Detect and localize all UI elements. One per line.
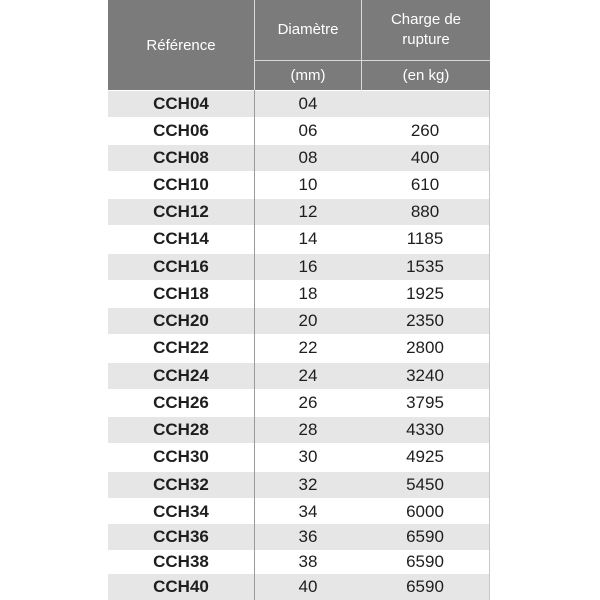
table-row: [108, 254, 490, 280]
table-row: [108, 444, 490, 470]
table-row: [108, 549, 490, 575]
cell-reference: CCH40: [153, 577, 209, 596]
cell-diametre: 06: [298, 121, 318, 140]
header-charge: [362, 0, 490, 60]
cell-diametre: 24: [298, 366, 318, 385]
cell-diametre: 30: [298, 447, 318, 466]
header-diametre: Diamètre: [277, 21, 339, 38]
table-row: [108, 335, 490, 361]
cell-reference: CCH14: [153, 229, 209, 248]
table-header: [108, 0, 490, 90]
cell-reference: CCH16: [153, 257, 209, 276]
cell-reference: CCH28: [153, 420, 209, 439]
table-row: [108, 145, 490, 171]
table-row: [108, 574, 490, 600]
table-row: [108, 499, 490, 525]
cell-diametre: 18: [298, 284, 318, 303]
table-row: [108, 199, 490, 225]
cell-charge: 610: [410, 175, 440, 194]
cell-reference: CCH12: [153, 202, 209, 221]
table-row: [108, 524, 490, 550]
cell-charge: 1925: [406, 284, 444, 303]
header-charge-line1: Charge de: [390, 11, 462, 28]
cell-charge: 6590: [406, 552, 444, 571]
cell-diametre: 34: [298, 502, 318, 521]
cell-diametre: 36: [298, 527, 318, 546]
table-row: [108, 91, 490, 117]
cell-reference: CCH10: [153, 175, 209, 194]
cell-reference: CCH04: [153, 94, 209, 113]
cell-charge: 4925: [406, 447, 444, 466]
cell-reference: CCH34: [153, 502, 209, 521]
header-unit-charge: (en kg): [402, 66, 450, 84]
cell-charge: 5450: [406, 475, 444, 494]
column-divider: [489, 90, 490, 600]
cell-diametre: 28: [298, 420, 318, 439]
table-row: [108, 472, 490, 498]
cell-diametre: 14: [298, 229, 318, 248]
cell-diametre: 38: [298, 552, 318, 571]
table-row: [108, 417, 490, 443]
cell-diametre: 08: [298, 148, 318, 167]
table-row: [108, 363, 490, 389]
cell-reference: CCH18: [153, 284, 209, 303]
cell-diametre: 26: [298, 393, 318, 412]
cell-diametre: 12: [298, 202, 318, 221]
cell-charge: 260: [410, 121, 440, 140]
header-unit-diametre: (mm): [290, 66, 326, 84]
table-row: [108, 281, 490, 307]
specification-table: [108, 0, 490, 600]
table-row: [108, 226, 490, 252]
cell-charge: 3795: [406, 393, 444, 412]
cell-reference: CCH08: [153, 148, 209, 167]
table-row: [108, 172, 490, 198]
cell-reference: CCH36: [153, 527, 209, 546]
cell-diametre: 16: [298, 257, 318, 276]
cell-diametre: 20: [298, 311, 318, 330]
cell-charge: 1185: [406, 229, 444, 248]
header-reference: Référence: [146, 36, 216, 54]
cell-reference: CCH26: [153, 393, 209, 412]
cell-charge: 3240: [406, 366, 444, 385]
cell-charge: 2800: [406, 338, 444, 357]
cell-reference: CCH24: [153, 366, 209, 385]
cell-diametre: 32: [298, 475, 318, 494]
cell-diametre: 40: [298, 577, 318, 596]
cell-reference: CCH22: [153, 338, 209, 357]
table-row: [108, 390, 490, 416]
cell-reference: CCH30: [153, 447, 209, 466]
cell-charge: 1535: [406, 257, 444, 276]
cell-charge: 400: [410, 148, 440, 167]
cell-reference: CCH32: [153, 475, 209, 494]
cell-charge: 6590: [406, 577, 444, 596]
table-row: [108, 118, 490, 144]
column-divider: [254, 90, 255, 600]
cell-reference: CCH38: [153, 552, 209, 571]
cell-charge: 6590: [406, 527, 444, 546]
cell-reference: CCH06: [153, 121, 209, 140]
cell-diametre: 22: [298, 338, 318, 357]
header-charge-line2: rupture: [402, 31, 450, 48]
cell-charge: [361, 91, 489, 117]
cell-charge: 6000: [406, 502, 444, 521]
table-row: [108, 308, 490, 334]
cell-charge: 880: [410, 202, 440, 221]
cell-charge: 4330: [406, 420, 444, 439]
cell-reference: CCH20: [153, 311, 209, 330]
cell-diametre: 10: [298, 175, 318, 194]
cell-diametre: 04: [298, 94, 318, 113]
cell-charge: 2350: [406, 311, 444, 330]
